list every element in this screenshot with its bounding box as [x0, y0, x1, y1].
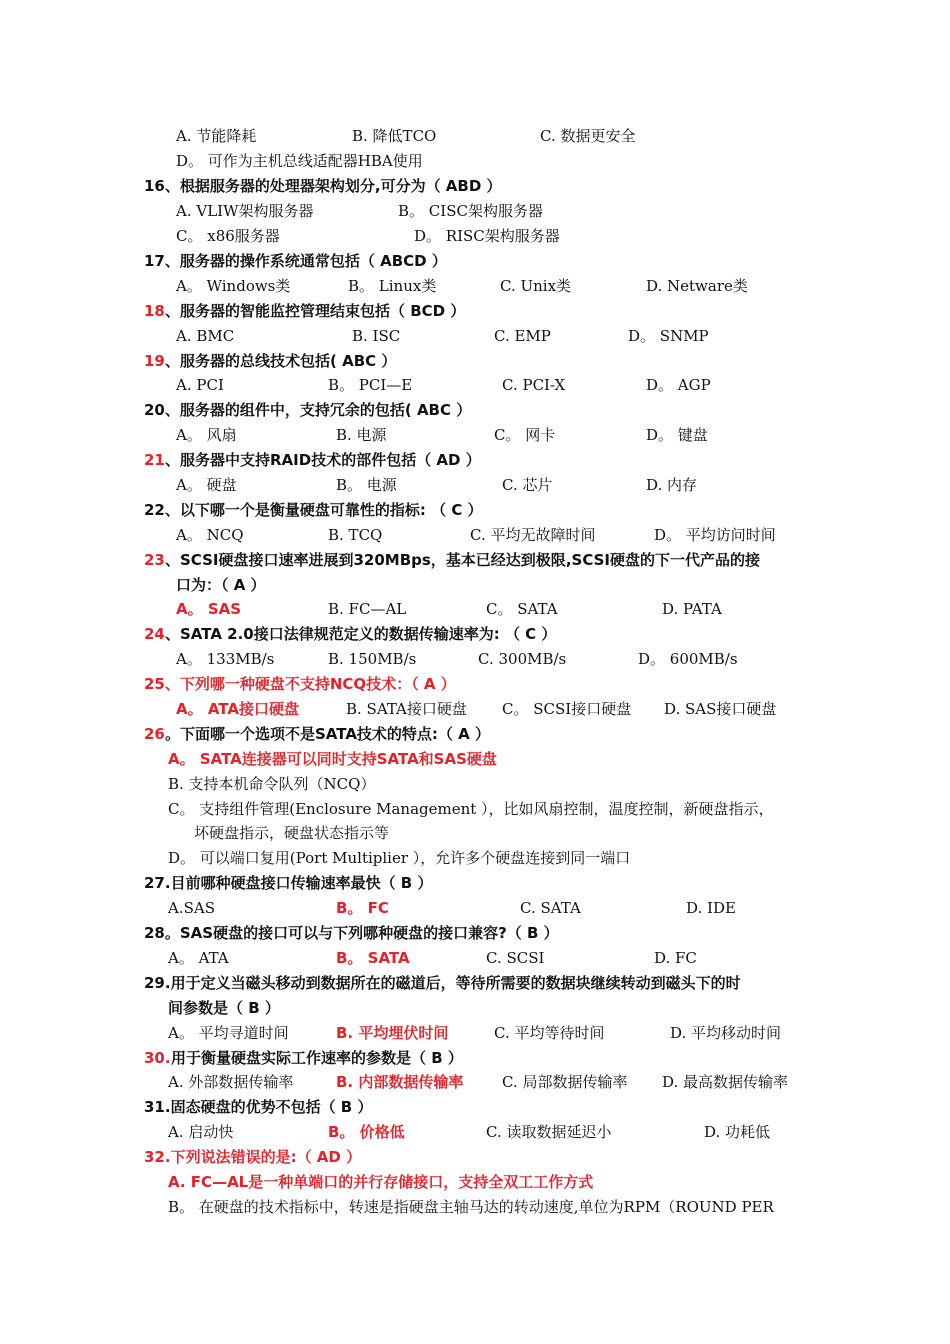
text-line — [0, 672, 950, 696]
question-text: 口为：（ A ） — [176, 576, 266, 594]
answer-option: B. 降低TCO — [352, 127, 437, 145]
question-number: 26 — [144, 725, 165, 743]
answer-option: A。 Windows类 — [176, 277, 291, 295]
question-text: 、SATA 2.0接口法律规范定义的数据传输速率为: （ C ） — [165, 625, 557, 643]
answer-option: D. 平均移动时间 — [670, 1024, 782, 1042]
answer-option: B. TCQ — [328, 526, 383, 544]
text-line — [0, 224, 950, 248]
question-text: 。下面哪一个选项不是SATA技术的特点:（ A ） — [165, 725, 490, 743]
answer-option: B。 CISC架构服务器 — [398, 202, 543, 220]
answer-option: A。 133MB/s — [176, 650, 275, 668]
question-text: 28。SAS硬盘的接口可以与下列哪种硬盘的接口兼容?（ B ） — [144, 924, 559, 942]
text-line — [0, 149, 950, 173]
text-line — [0, 622, 950, 646]
text-line — [0, 199, 950, 223]
text-line — [0, 1170, 950, 1194]
question-number: 30. — [144, 1049, 171, 1067]
answer-option: D. 功耗低 — [704, 1123, 771, 1141]
answer-option: C. 数据更安全 — [540, 127, 636, 145]
answer-option: A. BMC — [176, 327, 235, 345]
answer-option: D。 AGP — [646, 376, 711, 394]
question-number: 21 — [144, 451, 165, 469]
text-line — [0, 324, 950, 348]
text-line — [0, 249, 950, 273]
answer-option: D。 600MB/s — [638, 650, 738, 668]
answer-option: D. FC — [654, 949, 697, 967]
text-line — [0, 1195, 950, 1219]
text-line — [0, 1070, 950, 1094]
answer-option: D. PATA — [662, 600, 722, 618]
answer-option: B. 支持本机命令队列（NCQ） — [168, 775, 376, 793]
question-text: 、服务器的总线技术包括( ABC ） — [165, 352, 397, 370]
question-text: 间参数是（ B ） — [168, 999, 280, 1017]
answer-option: A. 节能降耗 — [176, 127, 257, 145]
answer-option: B. 电源 — [336, 426, 387, 444]
question-text: 31.固态硬盘的优势不包括（ B ） — [144, 1098, 373, 1116]
text-line — [0, 1046, 950, 1070]
text-line — [0, 573, 950, 597]
answer-option: D。 SNMP — [628, 327, 709, 345]
text-line — [0, 747, 950, 771]
question-number: 19 — [144, 352, 165, 370]
text-line — [0, 996, 950, 1020]
text-line — [0, 124, 950, 148]
answer-option-correct: B. 平均埋伏时间 — [336, 1024, 449, 1042]
answer-option: A。 NCQ — [176, 526, 244, 544]
answer-option: D。 平均访问时间 — [654, 526, 776, 544]
answer-option: C. 平均等待时间 — [494, 1024, 605, 1042]
answer-option: C。 支持组件管理(Enclosure Management ），比如风扇控制，温度控制，新硬盘指示， — [168, 800, 774, 818]
text-line — [0, 1095, 950, 1119]
answer-option-correct: B。 价格低 — [328, 1123, 405, 1141]
answer-option: A。 硬盘 — [176, 476, 237, 494]
answer-option: B. ISC — [352, 327, 401, 345]
answer-option-correct: A。 SATA连接器可以同时支持SATA和SAS硬盘 — [168, 750, 497, 768]
question-text: 27.目前哪种硬盘接口传输速率最快（ B ） — [144, 874, 433, 892]
question-text: 用于衡量硬盘实际工作速率的参数是（ B ） — [171, 1049, 463, 1067]
answer-option: B。 Linux类 — [348, 277, 437, 295]
answer-option: B。 在硬盘的技术指标中，转速是指硬盘主轴马达的转动速度,单位为RPM（ROUND PER — [168, 1198, 774, 1216]
text-line — [0, 946, 950, 970]
text-line — [0, 1021, 950, 1045]
answer-option: B。 PCI—E — [328, 376, 413, 394]
answer-option: C. 读取数据延迟小 — [486, 1123, 612, 1141]
text-line — [0, 423, 950, 447]
answer-option: B. 150MB/s — [328, 650, 417, 668]
question-text: 16、根据服务器的处理器架构划分,可分为（ ABD ） — [144, 177, 502, 195]
question-text: 、SCSI硬盘接口速率进展到320MBps，基本已经达到极限,SCSI硬盘的下一代产品的接 — [165, 551, 760, 569]
question-text: 17、服务器的操作系统通常包括（ ABCD ） — [144, 252, 447, 270]
answer-option: B。 电源 — [336, 476, 397, 494]
text-line — [0, 473, 950, 497]
answer-option: A. 外部数据传输率 — [168, 1073, 294, 1091]
answer-option-correct: B. 内部数据传输率 — [336, 1073, 464, 1091]
text-line — [0, 448, 950, 472]
answer-option: C. PCI-X — [502, 376, 566, 394]
answer-option: C。 SCSI接口硬盘 — [502, 700, 632, 718]
answer-option: B. SATA接口硬盘 — [346, 700, 467, 718]
question-text: 20、服务器的组件中，支持冗余的包括( ABC ） — [144, 401, 472, 419]
text-line — [0, 921, 950, 945]
answer-option: C。 x86服务器 — [176, 227, 280, 245]
answer-option: A.SAS — [168, 899, 215, 917]
question-text: 22、以下哪一个是衡量硬盘可靠性的指标: （ C ） — [144, 501, 483, 519]
text-line — [0, 871, 950, 895]
answer-option-correct: B。 FC — [336, 899, 389, 917]
answer-option: C。 SATA — [486, 600, 558, 618]
answer-option: D。 键盘 — [646, 426, 708, 444]
answer-option: C. 平均无故障时间 — [470, 526, 596, 544]
answer-option: D. 最高数据传输率 — [662, 1073, 789, 1091]
text-line — [0, 548, 950, 572]
text-line — [0, 174, 950, 198]
answer-option-correct: A. FC—AL是一种单端口的并行存储接口，支持全双工工作方式 — [168, 1173, 594, 1191]
answer-option: A。 平均寻道时间 — [168, 1024, 289, 1042]
text-line — [0, 772, 950, 796]
answer-option: C. EMP — [494, 327, 551, 345]
answer-option: A. VLIW架构服务器 — [176, 202, 314, 220]
text-line — [0, 597, 950, 621]
answer-option: A. PCI — [176, 376, 224, 394]
text-line — [0, 274, 950, 298]
question-number: 23 — [144, 551, 165, 569]
answer-option: D. SAS接口硬盘 — [664, 700, 777, 718]
answer-option: D。 RISC架构服务器 — [414, 227, 560, 245]
answer-option: D。 可以端口复用(Port Multiplier ），允许多个硬盘连接到同一端口 — [168, 849, 631, 867]
answer-option: C. 300MB/s — [478, 650, 567, 668]
text-line — [0, 398, 950, 422]
answer-option: A。 风扇 — [176, 426, 237, 444]
answer-option: C. SCSI — [486, 949, 545, 967]
text-line — [0, 846, 950, 870]
text-line — [0, 797, 950, 821]
question-number: 24 — [144, 625, 165, 643]
answer-option: C. 芯片 — [502, 476, 553, 494]
text-line — [0, 647, 950, 671]
text-line — [0, 498, 950, 522]
text-line — [0, 896, 950, 920]
answer-option: C. Unix类 — [500, 277, 572, 295]
text-line — [0, 299, 950, 323]
text-line — [0, 1145, 950, 1169]
answer-option-correct: B。 SATA — [336, 949, 410, 967]
text-line — [0, 523, 950, 547]
answer-option: C。 网卡 — [494, 426, 556, 444]
answer-option: A. 启动快 — [168, 1123, 234, 1141]
question-text: 32.下列说法错误的是:（ AD ） — [144, 1148, 362, 1166]
answer-option: D。 可作为主机总线适配器HBA使用 — [176, 152, 423, 170]
question-text: 29.用于定义当磁头移动到数据所在的磁道后，等待所需要的数据块继续转动到磁头下的时 — [144, 974, 741, 992]
answer-option: D. IDE — [686, 899, 736, 917]
text-line — [0, 722, 950, 746]
text-line — [0, 697, 950, 721]
answer-option-correct: A。 ATA接口硬盘 — [176, 700, 299, 718]
answer-option: D. 内存 — [646, 476, 698, 494]
question-text: 25、下列哪一种硬盘不支持NCQ技术：（ A ） — [144, 675, 456, 693]
text-line — [0, 821, 950, 845]
answer-option: D. Netware类 — [646, 277, 748, 295]
text-line — [0, 349, 950, 373]
question-number: 18 — [144, 302, 165, 320]
answer-option: C. 局部数据传输率 — [502, 1073, 628, 1091]
answer-option: C. SATA — [520, 899, 581, 917]
answer-option: B. FC—AL — [328, 600, 407, 618]
question-text: 、服务器的智能监控管理结束包括（ BCD ） — [165, 302, 466, 320]
answer-option-correct: A。 SAS — [176, 600, 242, 618]
answer-option: A。 ATA — [168, 949, 229, 967]
text-line — [0, 1120, 950, 1144]
text-line — [0, 373, 950, 397]
question-text: 、服务器中支持RAID技术的部件包括（ AD ） — [165, 451, 481, 469]
answer-option: 坏硬盘指示，硬盘状态指示等 — [194, 824, 390, 842]
text-line — [0, 971, 950, 995]
